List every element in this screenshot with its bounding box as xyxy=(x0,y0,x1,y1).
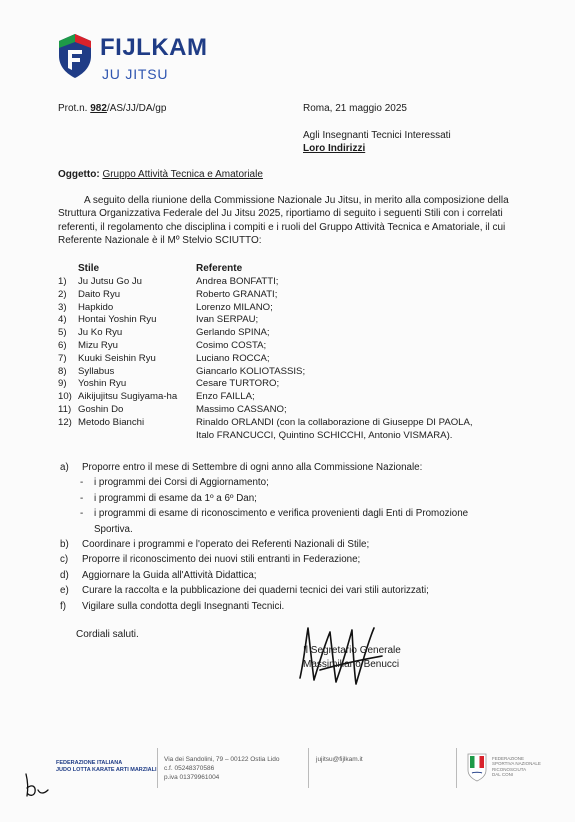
subject-text: Gruppo Attività Tecnica e Amatoriale xyxy=(102,169,263,180)
intro-line: referenti, il regolamento che disciplina i compiti e i ruoli del Gruppo Attività Tecnica e Amatoriale, il cui xyxy=(58,221,506,233)
style-name: Hapkido xyxy=(78,301,114,313)
style-name: Mizu Ryu xyxy=(78,339,118,351)
referent-name: Lorenzo MILANO; xyxy=(196,301,273,313)
recipient-line-1: Agli Insegnanti Tecnici Interessati xyxy=(303,130,451,141)
referent-continuation: Italo FRANCUCCI, Quintino SCHICCHI, Antonio VISMARA). xyxy=(196,429,453,441)
style-name: Kuuki Seishin Ryu xyxy=(78,352,156,364)
referent-name: Ivan SERPAU; xyxy=(196,314,259,326)
duty-key: a) xyxy=(60,462,69,473)
duty-key: b) xyxy=(60,539,69,551)
coni-logo-icon xyxy=(466,752,488,782)
intro-line: A seguito della riunione della Commissione Nazionale Ju Jitsu, in merito alla composizione della xyxy=(84,195,509,206)
duty-subitem: - i programmi di esame da 1º a 6º Dan; xyxy=(80,492,257,504)
row-number: 11) xyxy=(58,403,72,415)
referent-name: Roberto GRANATI; xyxy=(196,288,278,300)
footer-address: Via dei Sandolini, 79 – 00122 Ostia Lido xyxy=(164,756,280,763)
style-name: Hontai Yoshin Ryu xyxy=(78,314,157,326)
fijlkam-logo xyxy=(56,30,206,86)
duty-item xyxy=(60,568,520,583)
styles-numbers xyxy=(58,276,78,430)
duty-item xyxy=(60,552,520,567)
footer-email[interactable]: jujitsu@fijlkam.it xyxy=(316,756,363,763)
referent-name: Giancarlo KOLIOTASSIS; xyxy=(196,365,306,377)
duty-text: Proporre il riconoscimento dei nuovi stili entranti in Federazione; xyxy=(82,554,361,566)
style-name: Goshin Do xyxy=(78,403,124,415)
style-name: Yoshin Ryu xyxy=(78,378,127,390)
place-date: Roma, 21 maggio 2025 xyxy=(303,103,407,114)
styles-names xyxy=(78,276,196,430)
subject-label: Oggetto xyxy=(58,169,97,180)
coni-line: RICONOSCIUTA xyxy=(492,766,527,772)
duty-subitem: - i programmi dei Corsi di Aggiornamento; xyxy=(80,477,269,489)
coni-line: FEDERAZIONE xyxy=(492,756,525,761)
referent-name: Cosimo COSTA; xyxy=(196,339,267,351)
duty-key: c) xyxy=(60,554,69,566)
duty-key: d) xyxy=(60,569,69,581)
duty-text: Coordinare i programmi e l'operato dei Referenti Nazionali di Stile; xyxy=(82,539,370,551)
recipient-line-2: Loro Indirizzi xyxy=(303,143,366,154)
handwritten-initials xyxy=(22,768,52,798)
duty-text: Aggiornare la Guida all'Attività Didattica; xyxy=(82,569,257,581)
duty-item xyxy=(60,599,520,614)
style-name: Syllabus xyxy=(78,365,115,377)
footer-cf: c.f. 05248370586 xyxy=(164,765,215,772)
referent-name: Massimo CASSANO; xyxy=(196,403,287,415)
row-number: 3) xyxy=(58,301,67,313)
referent-name: Luciano ROCCA; xyxy=(196,352,270,364)
intro-line: Struttura Organizzativa Federale del Ju Jitsu 2025, riportiamo di seguito i seguenti Stili con i correlati xyxy=(58,208,503,220)
duty-text: Curare la raccolta e la pubblicazione dei quaderni tecnici dei vari stili autorizzati; xyxy=(82,585,429,597)
footer-divider xyxy=(308,748,309,788)
footer-piva: p.iva 01379961004 xyxy=(164,774,220,781)
duty-item xyxy=(60,537,520,552)
signatory-role: Il Segretario Generale xyxy=(303,645,401,656)
referent-name: Cesare TURTORO; xyxy=(196,378,280,390)
federation-line: FEDERAZIONE ITALIANA xyxy=(56,760,123,766)
row-number: 2) xyxy=(58,288,67,300)
fijlkam-shield-icon xyxy=(56,32,94,80)
row-number: 8) xyxy=(58,365,67,377)
coni-line: SPORTIVA NAZIONALE xyxy=(492,761,541,767)
duty-key: e) xyxy=(60,585,69,597)
row-number: 1) xyxy=(58,276,67,287)
duty-subitem: - i programmi di esame di riconoscimento e verifica provenienti dagli Enti di Promozione xyxy=(80,508,469,520)
protocol-number xyxy=(58,102,166,115)
style-name: Daito Ryu xyxy=(78,288,121,300)
referent-name: Andrea BONFATTI; xyxy=(196,276,279,287)
subitem-text: i programmi dei Corsi di Aggiornamento; xyxy=(94,477,269,489)
duty-subitem-continuation xyxy=(60,522,520,537)
style-name: Aikijujitsu Sugiyama-ha xyxy=(78,391,178,403)
signatory-name: Massimiliano Benucci xyxy=(303,659,400,670)
row-number: 7) xyxy=(58,352,67,364)
referent-name: Rinaldo ORLANDI (con la collaborazione di Giuseppe DI PAOLA, xyxy=(196,416,473,428)
duties-list xyxy=(60,460,520,614)
styles-referents xyxy=(196,276,526,442)
style-name: Ju Jutsu Go Ju xyxy=(78,276,142,287)
footer-divider xyxy=(157,748,158,788)
federation-line: JUDO LOTTA KARATE ARTI MARZIALI xyxy=(56,767,157,773)
coni-line: DAL CONI xyxy=(492,772,514,778)
footer-divider xyxy=(456,748,457,788)
protocol-prefix: Prot.n. xyxy=(58,103,91,114)
coni-recognition xyxy=(492,756,541,778)
duty-item xyxy=(60,583,520,598)
intro-paragraph xyxy=(58,194,518,248)
protocol-id: 982 xyxy=(90,103,107,114)
footer-federation xyxy=(56,760,157,774)
header-stile: Stile xyxy=(78,263,100,274)
intro-line: Referente Nazionale è il Mº Stelvio SCIUTTO: xyxy=(58,235,262,247)
referent-name: Gerlando SPINA; xyxy=(196,327,270,339)
duty-item xyxy=(60,460,520,475)
row-number: 4) xyxy=(58,314,67,326)
duty-text: Vigilare sulla condotta degli Insegnanti Tecnici. xyxy=(82,600,285,612)
duty-text: Proporre entro il mese di Settembre di ogni anno alla Commissione Nazionale: xyxy=(82,462,423,473)
logo-subtitle: JU JITSU xyxy=(102,66,169,82)
row-number: 9) xyxy=(58,378,67,390)
subitem-text: Sportiva. xyxy=(94,523,133,535)
row-number: 6) xyxy=(58,339,67,351)
style-name: Ju Ko Ryu xyxy=(78,327,123,339)
row-number: 10) xyxy=(58,391,72,403)
referent-name: Enzo FAILLA; xyxy=(196,391,255,403)
duty-key: f) xyxy=(60,600,66,612)
row-number: 12) xyxy=(58,416,72,428)
row-number: 5) xyxy=(58,327,67,339)
closing: Cordiali saluti. xyxy=(76,629,139,640)
subitem-text: i programmi di esame di riconoscimento e verifica provenienti dagli Enti di Promozione xyxy=(94,508,469,520)
header-referente: Referente xyxy=(196,263,243,274)
style-name: Metodo Bianchi xyxy=(78,416,145,428)
protocol-suffix: /AS/JJ/DA/gp xyxy=(106,103,167,114)
subject-line: Oggetto: Gruppo Attività Tecnica e Amatoriale xyxy=(58,169,263,180)
logo-title: FIJLKAM xyxy=(100,34,208,61)
subitem-text: i programmi di esame da 1º a 6º Dan; xyxy=(94,492,257,504)
